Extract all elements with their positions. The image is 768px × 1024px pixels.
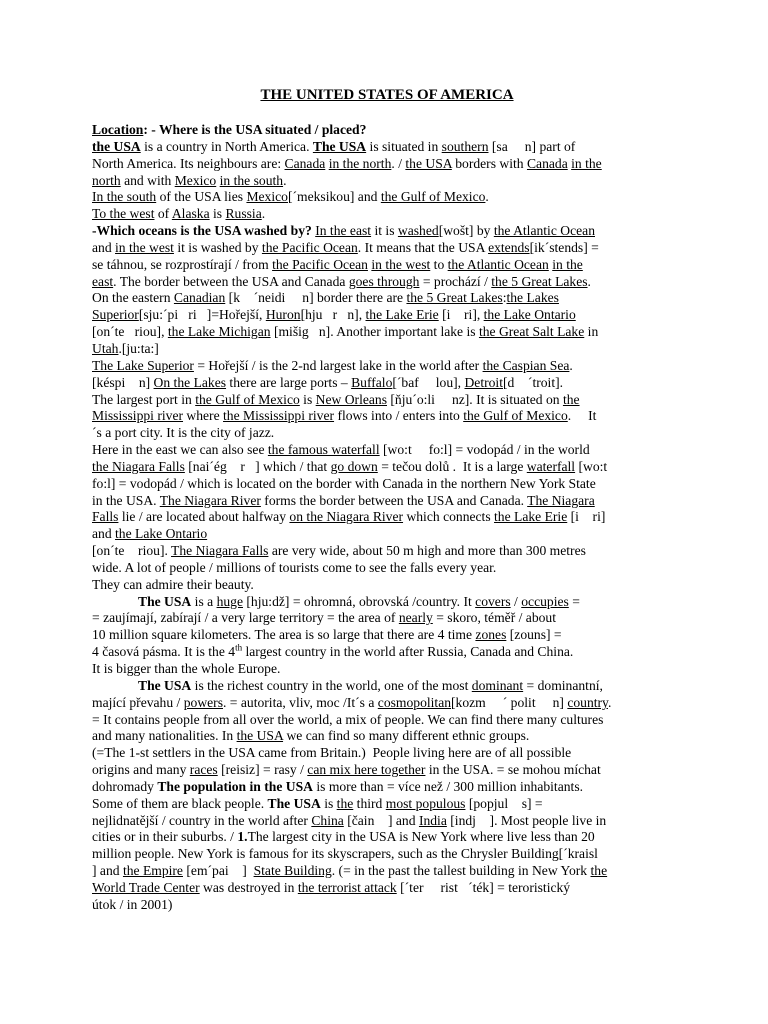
text-segment: th — [235, 642, 243, 653]
text-line — [92, 358, 682, 375]
text-line — [92, 712, 682, 729]
text-segment: we can find so many different ethnic groups. — [283, 728, 530, 744]
text-segment: dohromady — [92, 778, 158, 794]
text-segment: the Lakes — [506, 290, 559, 306]
text-line — [92, 661, 682, 678]
text-segment: Russia — [225, 206, 262, 222]
text-segment: [´meksikou] and — [287, 189, 381, 205]
text-line — [92, 577, 682, 594]
text-segment: borders with — [451, 155, 527, 171]
text-segment: Canada — [284, 155, 326, 171]
text-segment: Alaska — [171, 206, 210, 222]
text-segment: . — [587, 273, 591, 289]
text-line — [92, 813, 682, 830]
text-segment: [wo:t fo:l] = vodopád / in the world — [379, 442, 590, 458]
text-segment: the famous waterfall — [267, 442, 380, 458]
text-line — [92, 543, 682, 560]
text-segment: the terrorist attack — [297, 879, 397, 895]
text-segment: in the south — [219, 172, 284, 188]
text-segment: the Great Salt Lake — [478, 324, 585, 340]
text-segment: Detroit — [464, 374, 503, 390]
text-segment: 4 časová pásma. It is the 4 — [92, 644, 236, 660]
text-segment: [i ri], — [438, 307, 484, 323]
text-segment: State Building — [253, 863, 332, 879]
text-segment: million people. New York is famous for its skyscrapers, such as the Chrysler Building[´kraisl — [92, 846, 598, 862]
text-segment: The USA — [138, 677, 192, 693]
text-line — [92, 728, 682, 745]
text-segment: the Lake Ontario — [115, 526, 208, 542]
text-segment: and — [92, 239, 116, 255]
text-segment: World Trade Center — [92, 879, 200, 895]
text-segment: [on´te riou]. — [92, 543, 172, 559]
text-segment: of — [154, 206, 172, 222]
text-segment: : — [502, 290, 507, 306]
text-line — [92, 897, 682, 914]
text-segment: the Atlantic Ocean — [493, 223, 595, 239]
text-segment: Location — [92, 122, 144, 137]
text-segment: and — [92, 526, 116, 542]
text-segment: and many nationalities. In — [92, 728, 237, 744]
text-segment: ´s a port city. It is the city of jazz. — [92, 425, 275, 441]
text-segment: is more than = více než / 300 million inhabitants. — [312, 778, 584, 794]
text-segment: in the west — [371, 256, 431, 272]
text-segment: the 5 Great Lakes — [406, 290, 503, 306]
text-segment: the Lake Ontario — [483, 307, 576, 323]
text-line — [92, 392, 682, 409]
text-segment: are very wide, about 50 m high and more than 300 metres — [268, 543, 586, 559]
text-segment: the Pacific Ocean — [261, 239, 358, 255]
text-line — [92, 408, 682, 425]
text-segment: the Gulf of Mexico — [380, 189, 486, 205]
text-line — [92, 223, 682, 240]
text-segment: The USA — [138, 593, 192, 609]
text-segment: [sju:´pi ri ]=Hořejší, — [138, 307, 266, 323]
text-segment: cosmopolitan — [377, 694, 452, 710]
text-segment: se táhnou, se rozprostírají / from — [92, 256, 273, 272]
text-segment: zones — [475, 627, 507, 643]
text-segment: [čain ] and — [343, 812, 419, 828]
text-segment: north — [92, 172, 121, 188]
text-segment: Mexico — [246, 189, 288, 205]
text-line — [92, 610, 682, 627]
text-segment: 10 million square kilometers. The area is so large that there are 4 time — [92, 627, 476, 643]
text-segment: [hju:dž] = ohromná, obrovská /country. It — [243, 593, 476, 609]
text-line — [92, 324, 682, 341]
text-segment: covers — [475, 593, 511, 609]
text-segment: . — [261, 206, 266, 222]
text-segment: To the west — [92, 206, 155, 222]
page-title: THE UNITED STATES OF AMERICA — [260, 87, 514, 103]
text-segment: of the USA lies — [156, 189, 247, 205]
text-segment: on the Niagara River — [289, 509, 404, 525]
text-segment: is — [209, 206, 226, 222]
text-line — [92, 695, 682, 712]
text-segment: third — [353, 795, 386, 811]
text-line — [92, 307, 682, 324]
text-line — [92, 189, 682, 206]
text-segment: [nai´ég r ] which / that — [184, 458, 331, 474]
text-line — [92, 526, 682, 543]
text-line — [92, 274, 682, 291]
text-segment: / — [510, 593, 522, 609]
text-segment: The largest city in the USA is New York where live less than 20 — [247, 829, 595, 845]
text-segment: They can admire their beauty. — [92, 576, 254, 592]
text-segment: . — [569, 357, 573, 373]
text-segment: = prochází / — [419, 273, 492, 289]
text-segment: [wošt] by — [438, 223, 494, 239]
text-segment: . / — [391, 155, 406, 171]
text-line — [92, 627, 682, 644]
text-segment: Canada — [526, 155, 568, 171]
text-segment: Utah — [92, 340, 119, 356]
text-segment: New Orleans — [315, 391, 387, 407]
text-segment: [wo:t — [575, 458, 608, 474]
text-segment: east — [92, 273, 114, 289]
text-segment: the — [336, 795, 354, 811]
text-segment: [indj ]. Most people live in — [446, 812, 607, 828]
text-segment: races — [189, 762, 218, 778]
text-segment: = It contains people from all over the world, a mix of people. We can find there many cultures — [92, 711, 604, 727]
text-segment: the — [562, 391, 580, 407]
text-line — [92, 846, 682, 863]
text-line — [92, 139, 682, 156]
text-segment: can mix here together — [307, 762, 426, 778]
text-segment: Here in the east we can also see — [92, 442, 268, 458]
text-segment: where — [183, 408, 224, 424]
text-segment: the Gulf of Mexico — [195, 391, 300, 407]
text-segment: is situated in — [366, 138, 442, 154]
text-segment: .[ju:ta:] — [118, 340, 159, 356]
text-segment: Canadian — [173, 290, 226, 306]
text-line — [92, 257, 682, 274]
text-segment: the 5 Great Lakes — [491, 273, 588, 289]
text-segment: the Caspian Sea — [482, 357, 570, 373]
text-segment: forms the border between the USA and Canada. — [260, 492, 528, 508]
text-segment: and with — [120, 172, 175, 188]
text-segment: flows into / enters into — [334, 408, 464, 424]
text-segment: extends — [488, 239, 530, 255]
text-segment: : - Where is the USA situated / placed? — [143, 122, 367, 137]
text-segment: [´ter rist ´ték] = teroristický — [396, 879, 571, 895]
text-segment: the Pacific Ocean — [272, 256, 368, 272]
text-segment: the USA — [236, 728, 284, 744]
text-segment: mající převahu / — [92, 694, 184, 710]
text-segment: most populous — [385, 795, 466, 811]
text-segment: . — [283, 172, 287, 188]
text-segment: in — [584, 324, 599, 340]
text-segment: [i ri] — [567, 509, 606, 525]
text-line — [92, 493, 682, 510]
text-segment: = — [568, 593, 580, 609]
text-segment: The population in the USA — [157, 778, 313, 794]
text-segment: largest country in the world after Russia, Canada and China. — [242, 644, 574, 660]
text-segment: [kozm ´ polit n] — [451, 694, 568, 710]
text-segment: Falls — [92, 509, 119, 525]
text-segment: fo:l] = vodopád / which is located on the border with Canada in the northern New York State — [92, 475, 596, 491]
text-line — [92, 863, 682, 880]
text-line — [92, 745, 682, 762]
text-segment: . — [485, 189, 489, 205]
text-segment: nejlidnatější / country in the world after — [92, 812, 312, 828]
text-segment: [hju r n], — [300, 307, 366, 323]
text-line — [92, 240, 682, 257]
text-segment: North America. Its neighbours are: — [92, 155, 285, 171]
text-segment: the Lake Erie — [494, 509, 568, 525]
text-segment: . The border between the USA and Canada — [113, 273, 349, 289]
text-segment: -Which oceans is the USA washed by? — [92, 223, 312, 239]
text-line — [92, 560, 682, 577]
text-segment: nearly — [398, 610, 433, 626]
document-page — [92, 84, 682, 914]
text-line — [92, 375, 682, 392]
text-line — [92, 644, 682, 661]
text-segment: = skoro, téměř / about — [432, 610, 556, 626]
text-segment: The Niagara — [527, 492, 595, 508]
text-line — [92, 779, 682, 796]
text-segment: [´baf lou], — [392, 374, 465, 390]
text-segment: The Niagara River — [159, 492, 261, 508]
text-segment: the Gulf of Mexico — [463, 408, 568, 424]
text-line — [92, 796, 682, 813]
text-segment: Some of them are black people. — [92, 795, 268, 811]
text-segment: the Niagara Falls — [92, 458, 185, 474]
text-segment: útok / in 2001) — [92, 896, 173, 912]
text-segment: The Lake Superior — [92, 357, 194, 373]
text-segment: The Niagara Falls — [171, 543, 269, 559]
text-segment: . It — [567, 408, 597, 424]
text-segment: [sa n] part of — [488, 138, 576, 154]
text-segment: waterfall — [526, 458, 576, 474]
text-segment: Mexico — [174, 172, 217, 188]
document-body — [92, 122, 682, 914]
text-segment: is the richest country in the world, one of the most — [191, 677, 472, 693]
text-line — [92, 509, 682, 526]
text-segment: [mišig n]. Another important lake is — [270, 324, 479, 340]
text-segment: the USA — [405, 155, 452, 171]
text-segment: the Empire — [122, 863, 183, 879]
text-segment: in the west — [115, 239, 174, 255]
text-segment: On the Lakes — [153, 374, 227, 390]
text-segment: there are large ports – — [226, 374, 352, 390]
text-segment: Superior — [92, 307, 139, 323]
text-segment: India — [418, 812, 447, 828]
text-segment: [popjul s] = — [465, 795, 543, 811]
text-segment: is — [299, 391, 316, 407]
text-segment: (=The 1-st settlers in the USA came from Britain.) People living here are of all possible — [92, 745, 572, 761]
text-segment: . — [607, 694, 612, 710]
text-line — [92, 762, 682, 779]
text-segment: . (= in the past the tallest building in New York — [331, 863, 591, 879]
text-segment: is — [320, 795, 337, 811]
text-segment: in the USA. = se mohou míchat — [425, 762, 601, 778]
text-segment: . = autorita, vliv, moc /It´s a — [223, 694, 378, 710]
text-segment: [d ´troit]. — [503, 374, 564, 390]
text-segment: = dominantní, — [523, 677, 603, 693]
text-segment: go down — [330, 458, 378, 474]
text-line — [92, 442, 682, 459]
text-segment: in the USA. — [92, 492, 160, 508]
text-segment: [reisiz] = rasy / — [217, 762, 308, 778]
text-segment: [ňju´o:li nz]. It is situated on — [387, 391, 563, 407]
text-segment: Buffalo — [351, 374, 393, 390]
text-segment: the Lake Erie — [365, 307, 439, 323]
text-segment: occupies — [521, 593, 569, 609]
text-segment: in the — [552, 256, 583, 272]
text-segment: [k ´neidi n] border there are — [225, 290, 407, 306]
text-segment: In the east — [315, 223, 372, 239]
text-segment: = zaujímají, zabírají / a very large territory = the area of — [92, 610, 399, 626]
text-segment: it is washed by — [173, 239, 262, 255]
text-segment: the Mississippi river — [223, 408, 335, 424]
text-line — [92, 829, 682, 846]
text-segment: [on´te riou], — [92, 324, 168, 340]
text-line — [92, 156, 682, 173]
text-segment: Mississippi river — [92, 408, 184, 424]
text-segment: is a country in North America. — [140, 138, 313, 154]
text-line — [92, 459, 682, 476]
text-line — [92, 678, 682, 695]
text-segment: The USA — [267, 795, 321, 811]
text-segment: in the — [571, 155, 602, 171]
text-segment: [zouns] = — [506, 627, 562, 643]
text-segment: It is bigger than the whole Europe. — [92, 661, 281, 676]
text-line — [92, 476, 682, 493]
text-segment: lie / are located about halfway — [118, 509, 290, 525]
text-segment: the USA — [92, 138, 141, 154]
text-segment: the Lake Michigan — [167, 324, 271, 340]
text-segment: . It means that the USA — [357, 239, 489, 255]
text-segment: 1. — [237, 829, 248, 845]
text-line — [92, 880, 682, 897]
text-segment: = Hořejší / is the 2-nd largest lake in the world after — [193, 357, 483, 373]
text-segment: huge — [216, 593, 243, 609]
text-line — [92, 290, 682, 307]
text-segment: washed — [397, 223, 439, 239]
text-segment: origins and many — [92, 762, 190, 778]
text-segment: China — [311, 812, 344, 828]
text-segment: ] and — [92, 863, 123, 879]
text-segment: In the south — [92, 189, 157, 205]
text-line — [92, 341, 682, 358]
text-segment: it is — [371, 223, 398, 239]
text-line — [92, 594, 682, 611]
text-segment: goes through — [348, 273, 420, 289]
text-segment: The USA — [312, 138, 367, 154]
text-segment: = tečou dolů . It is a large — [377, 458, 527, 474]
text-line — [92, 206, 682, 223]
text-segment: [ik´stends] = — [529, 239, 599, 255]
text-segment: was destroyed in — [199, 879, 298, 895]
text-segment: to — [430, 256, 448, 272]
text-segment: cities or in their suburbs. / — [92, 829, 238, 845]
text-segment: Huron — [265, 307, 301, 323]
text-segment: [em´pai ] — [182, 863, 254, 879]
text-segment: which connects — [403, 509, 495, 525]
text-line — [92, 425, 682, 442]
text-line — [92, 173, 682, 190]
text-segment: country — [567, 694, 608, 710]
text-segment: southern — [441, 138, 489, 154]
text-line — [92, 122, 682, 139]
text-segment: wide. A lot of people / millions of tourists come to see the falls every year. — [92, 559, 497, 575]
text-segment: is a — [191, 593, 217, 609]
text-segment: powers — [183, 694, 223, 710]
text-segment: in the north — [328, 155, 392, 171]
text-segment: On the eastern — [92, 290, 174, 306]
text-segment: dominant — [471, 677, 524, 693]
text-segment: the — [590, 863, 608, 879]
text-segment: the Atlantic Ocean — [447, 256, 549, 272]
text-segment: The largest port in — [92, 391, 196, 407]
text-segment: [késpi n] — [92, 374, 154, 390]
